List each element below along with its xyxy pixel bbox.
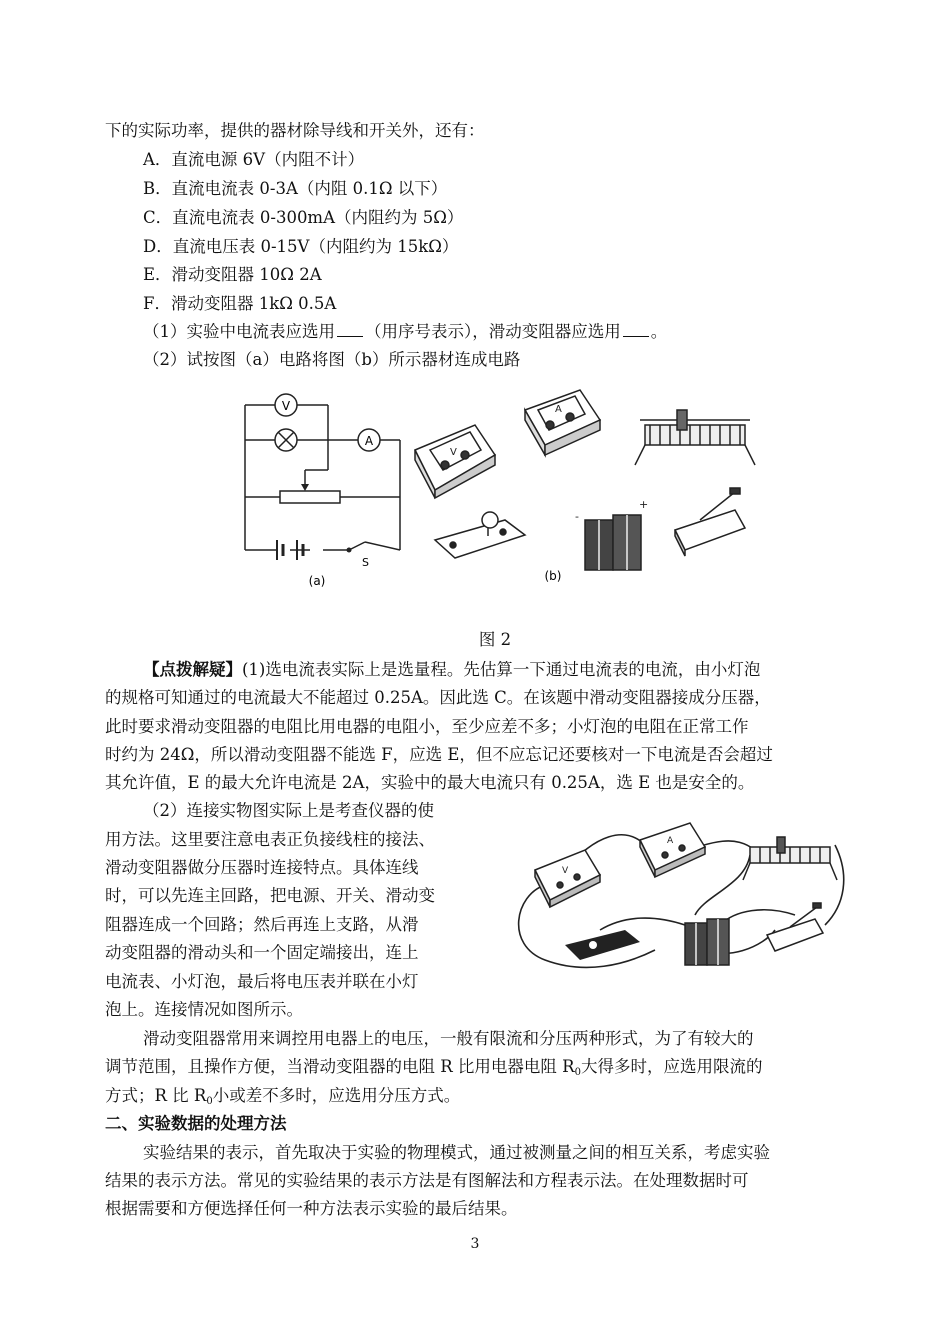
wiring-battery-icon <box>685 919 729 965</box>
wiring-rheostat-icon <box>743 837 837 880</box>
question-1 <box>143 320 667 344</box>
explain-line-2: 的规格可知通过的电流最大不能超过 0.25A。因此选 C。在该题中滑动变阻器接成分压器， <box>105 688 771 707</box>
battery-device-icon <box>575 498 648 570</box>
part2-line-1: （2）连接实物图实际上是考查仪器的使 <box>143 801 434 820</box>
q1-part-c: 。 <box>650 322 668 341</box>
voltmeter-symbol <box>275 394 297 416</box>
figure-2 <box>235 380 775 610</box>
figure-label-b: (b) <box>544 569 562 583</box>
explain-line-5: 其允许值，E 的最大允许电流是 2A，实验中的最大电流只有 0.25A，选 E 也是安全的。 <box>105 773 755 792</box>
explain-tag: 【点拨解疑】 <box>143 660 242 679</box>
para3-text-2b: 大得多时，应选用限流的 <box>580 1057 763 1076</box>
part2-line-3: 滑动变阻器做分压器时连接特点。具体连线 <box>105 858 419 877</box>
explain-line-1 <box>143 658 760 682</box>
option-c: C．直流电流表 0-300mA（内阻约为 5Ω） <box>143 208 464 227</box>
svg-text:V: V <box>562 866 569 876</box>
para3-line-3 <box>105 1084 460 1114</box>
option-b: B．直流电流表 0-3A（内阻 0.1Ω 以下） <box>143 179 448 198</box>
part2-line-7: 电流表、小灯泡，最后将电压表并联在小灯 <box>105 972 419 991</box>
question-2: （2）试按图（a）电路将图（b）所示器材连成电路 <box>143 350 521 369</box>
part2-line-8: 泡上。连接情况如图所示。 <box>105 1000 303 1019</box>
explain-line-4: 时约为 24Ω，所以滑动变阻器不能选 F，应选 E，但不应忘记还要核对一下电流是否会超过 <box>105 745 773 764</box>
q1-part-b: （用序号表示），滑动变阻器应选用 <box>365 322 621 341</box>
part2-line-2: 用方法。这里要注意电表正负接线柱的接法、 <box>105 830 435 849</box>
subscript-zero: 0 <box>574 1067 581 1078</box>
svg-text:A: A <box>667 836 674 846</box>
slider-arrow-icon <box>301 484 309 491</box>
explain-line-3: 此时要求滑动变阻器的电阻比用电器的电阻小，至少应差不多；小灯泡的电阻在正常工作 <box>105 717 749 736</box>
q1-part-a: （1）实验中电流表应选用 <box>143 322 335 341</box>
part2-line-4: 时，可以先连主回路，把电源、开关、滑动变 <box>105 886 435 905</box>
explain-text-1: (1)选电流表实际上是选量程。先估算一下通过电流表的电流，由小灯泡 <box>242 660 761 679</box>
subscript-zero: 0 <box>206 1096 213 1107</box>
figure-caption: 图 2 <box>478 630 512 649</box>
rheostat-device-icon <box>635 410 755 465</box>
wiring-lamp-icon <box>565 930 640 960</box>
svg-text:A: A <box>555 404 562 415</box>
lamp-device-icon <box>435 512 525 558</box>
para3-text-3b: 小或差不多时，应选用分压方式。 <box>212 1086 461 1105</box>
circuit-diagram-a <box>245 405 400 550</box>
option-d: D．直流电压表 0-15V（内阻约为 15kΩ） <box>143 237 459 256</box>
option-e: E．滑动变阻器 10Ω 2A <box>143 265 322 284</box>
ammeter-device-icon <box>525 390 600 455</box>
intro-line: 下的实际功率，提供的器材除导线和开关外，还有： <box>105 121 485 140</box>
wiring-ammeter-icon <box>640 823 705 877</box>
para4-line-2: 结果的表示方法。常见的实验结果的表示方法是有图解法和方程表示法。在处理数据时可 <box>105 1171 749 1190</box>
figure-label-a: (a) <box>308 574 326 588</box>
wiring-voltmeter-icon <box>535 850 600 907</box>
svg-text:V: V <box>281 399 291 413</box>
page-number: 3 <box>470 1236 480 1252</box>
option-a: A．直流电源 6V（内阻不计） <box>143 150 365 169</box>
answer-blank-2 <box>623 322 649 337</box>
svg-text:S: S <box>362 556 369 569</box>
answer-blank-1 <box>337 322 363 337</box>
para3-line-2 <box>105 1055 762 1085</box>
option-f: F．滑动变阻器 1kΩ 0.5A <box>143 294 337 313</box>
para3-text-2a: 调节范围，且操作方便，当滑动变阻器的电阻 R 比用电器电阻 R <box>105 1057 575 1076</box>
ammeter-symbol <box>358 429 380 451</box>
svg-text:+: + <box>639 498 649 511</box>
svg-text:A: A <box>364 434 374 448</box>
part2-line-6: 动变阻器的滑动头和一个固定端接出，连上 <box>105 943 419 962</box>
para4-line-1: 实验结果的表示，首先取决于实验的物理模式，通过被测量之间的相互关系，考虑实验 <box>143 1143 770 1162</box>
section-heading: 二、实验数据的处理方法 <box>105 1114 287 1133</box>
para3-text-3a: 方式；R 比 R <box>105 1086 207 1105</box>
para4-line-3: 根据需要和方便选择任何一种方法表示实验的最后结果。 <box>105 1199 518 1218</box>
voltmeter-device-icon <box>415 425 495 498</box>
para3-line-1: 滑动变阻器常用来调控用电器上的电压，一般有限流和分压两种形式，为了有较大的 <box>143 1029 754 1048</box>
wiring-figure <box>505 815 855 975</box>
lamp-symbol <box>275 429 297 451</box>
switch-device-icon <box>675 488 745 556</box>
svg-text:V: V <box>450 447 457 458</box>
svg-text:-: - <box>575 510 579 523</box>
switch-symbol <box>347 542 370 569</box>
part2-line-5: 阻器连成一个回路；然后再连上支路，从滑 <box>105 915 419 934</box>
